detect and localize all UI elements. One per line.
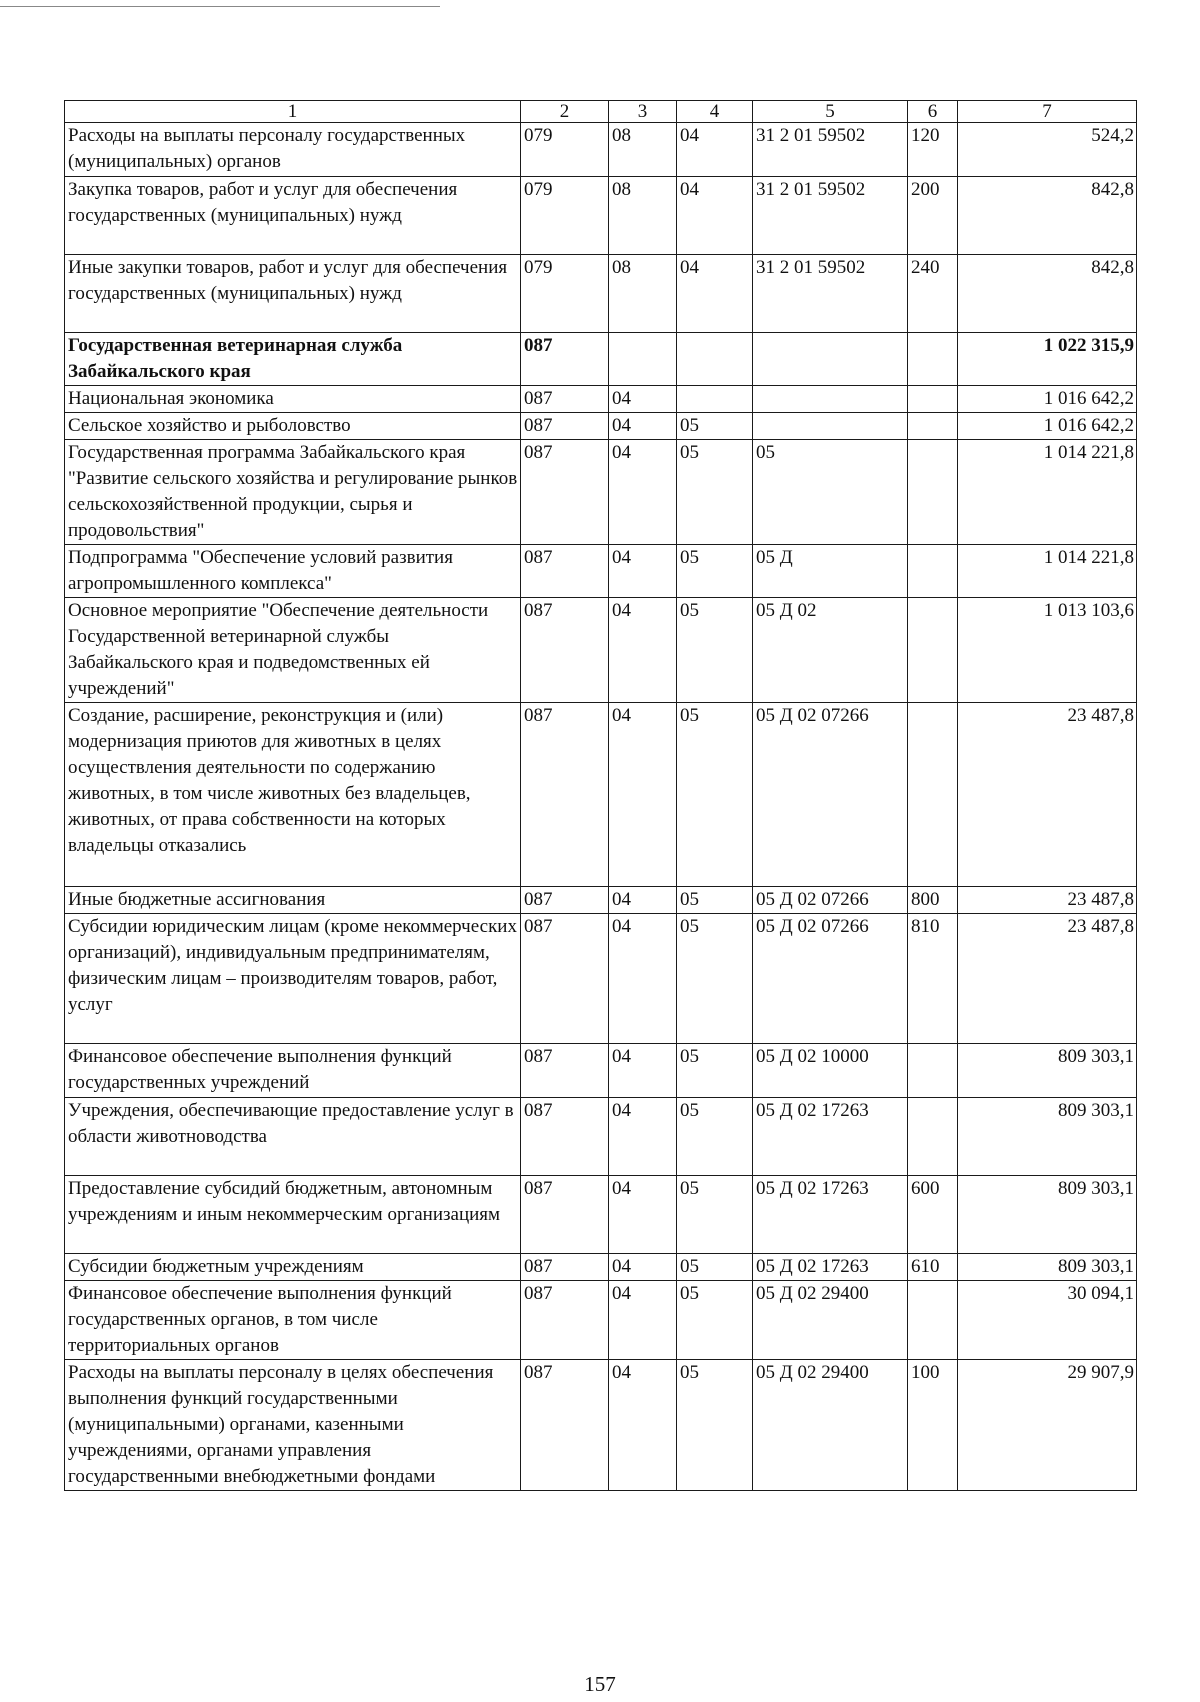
budget-table (64, 100, 1137, 1491)
table-header-row (65, 101, 1137, 123)
cell-name: Иные бюджетные ассигнования (65, 887, 521, 914)
cell-name: Основное мероприятие "Обеспечение деятельности Государственной ветеринарной службы Забайкальского края и подведомственных ей учреждений" (65, 598, 521, 703)
table-row (65, 255, 1137, 333)
cell-col-4 (677, 386, 753, 413)
cell-col-6: 610 (908, 1254, 958, 1281)
cell-col-4: 05 (677, 1281, 753, 1360)
cell-name: Создание, расширение, реконструкция и (или) модернизация приютов для животных в целях осуществления деятельности по содержанию животных, в том числе животных без владельцев, животных, от права собственности на которых владельцы отказались (65, 703, 521, 887)
table-row (65, 333, 1137, 386)
table-body (65, 123, 1137, 1491)
table-row (65, 413, 1137, 440)
page-number: 157 (584, 1672, 616, 1696)
table-row (65, 1176, 1137, 1254)
cell-col-3: 04 (609, 413, 677, 440)
cell-col-4: 05 (677, 1360, 753, 1491)
cell-col-4: 05 (677, 703, 753, 887)
header-col-2: 2 (521, 101, 609, 123)
table-row (65, 887, 1137, 914)
cell-col-6: 810 (908, 914, 958, 1044)
cell-col-3: 04 (609, 1044, 677, 1098)
cell-col-6: 120 (908, 123, 958, 177)
table-row (65, 1281, 1137, 1360)
cell-col-6 (908, 545, 958, 598)
cell-col-3: 04 (609, 440, 677, 545)
cell-col-5 (753, 386, 908, 413)
cell-col-2: 087 (521, 914, 609, 1044)
cell-col-5: 31 2 01 59502 (753, 177, 908, 255)
cell-col-4: 05 (677, 1098, 753, 1176)
cell-name: Государственная ветеринарная служба Забайкальского края (65, 333, 521, 386)
cell-col-6: 240 (908, 255, 958, 333)
cell-amount: 1 013 103,6 (958, 598, 1137, 703)
cell-name: Учреждения, обеспечивающие предоставление услуг в области животноводства (65, 1098, 521, 1176)
cell-col-2: 087 (521, 1176, 609, 1254)
cell-col-2: 087 (521, 598, 609, 703)
table-row (65, 598, 1137, 703)
header-col-1: 1 (65, 101, 521, 123)
cell-col-5: 05 Д 02 17263 (753, 1254, 908, 1281)
header-col-7: 7 (958, 101, 1137, 123)
cell-col-2: 079 (521, 255, 609, 333)
cell-name: Финансовое обеспечение выполнения функций государственных органов, в том числе территориальных органов (65, 1281, 521, 1360)
cell-amount: 30 094,1 (958, 1281, 1137, 1360)
cell-col-5: 05 Д 02 17263 (753, 1098, 908, 1176)
cell-col-3 (609, 333, 677, 386)
cell-col-2: 087 (521, 1360, 609, 1491)
cell-col-6 (908, 1281, 958, 1360)
cell-amount: 1 016 642,2 (958, 413, 1137, 440)
cell-col-5: 05 Д 02 17263 (753, 1176, 908, 1254)
cell-col-3: 04 (609, 703, 677, 887)
cell-col-3: 04 (609, 386, 677, 413)
cell-col-6 (908, 598, 958, 703)
cell-col-2: 087 (521, 887, 609, 914)
cell-col-6 (908, 703, 958, 887)
cell-col-3: 04 (609, 1098, 677, 1176)
cell-col-5: 05 Д 02 07266 (753, 887, 908, 914)
cell-col-5: 05 Д 02 07266 (753, 914, 908, 1044)
cell-col-2: 087 (521, 545, 609, 598)
cell-col-3: 04 (609, 1360, 677, 1491)
cell-col-3: 08 (609, 177, 677, 255)
cell-name: Национальная экономика (65, 386, 521, 413)
table-row (65, 914, 1137, 1044)
table-row (65, 440, 1137, 545)
cell-col-4: 05 (677, 1254, 753, 1281)
cell-col-3: 04 (609, 887, 677, 914)
cell-col-5: 05 Д 02 29400 (753, 1360, 908, 1491)
cell-col-2: 087 (521, 440, 609, 545)
cell-col-2: 087 (521, 1098, 609, 1176)
table-row (65, 703, 1137, 887)
cell-col-2: 087 (521, 1281, 609, 1360)
cell-col-4 (677, 333, 753, 386)
cell-name: Предоставление субсидий бюджетным, автономным учреждениям и иным некоммерческим организациям (65, 1176, 521, 1254)
cell-amount: 809 303,1 (958, 1098, 1137, 1176)
cell-amount: 524,2 (958, 123, 1137, 177)
cell-col-2: 087 (521, 703, 609, 887)
cell-name: Субсидии бюджетным учреждениям (65, 1254, 521, 1281)
cell-col-6: 200 (908, 177, 958, 255)
cell-col-5: 31 2 01 59502 (753, 123, 908, 177)
table-row (65, 177, 1137, 255)
cell-col-4: 05 (677, 440, 753, 545)
cell-col-3: 04 (609, 1254, 677, 1281)
cell-amount: 842,8 (958, 255, 1137, 333)
cell-col-4: 05 (677, 914, 753, 1044)
cell-col-2: 087 (521, 413, 609, 440)
cell-col-4: 04 (677, 123, 753, 177)
cell-name: Закупка товаров, работ и услуг для обеспечения государственных (муниципальных) нужд (65, 177, 521, 255)
cell-col-3: 08 (609, 123, 677, 177)
header-col-5: 5 (753, 101, 908, 123)
cell-col-2: 087 (521, 1044, 609, 1098)
cell-col-6: 800 (908, 887, 958, 914)
scan-edge-line (0, 6, 440, 7)
header-col-4: 4 (677, 101, 753, 123)
cell-col-6 (908, 1044, 958, 1098)
cell-col-6 (908, 386, 958, 413)
cell-col-4: 05 (677, 1176, 753, 1254)
cell-col-6: 100 (908, 1360, 958, 1491)
cell-col-4: 05 (677, 413, 753, 440)
header-col-6: 6 (908, 101, 958, 123)
cell-amount: 29 907,9 (958, 1360, 1137, 1491)
cell-col-2: 079 (521, 123, 609, 177)
cell-col-2: 079 (521, 177, 609, 255)
cell-col-4: 05 (677, 598, 753, 703)
cell-col-5 (753, 413, 908, 440)
cell-amount: 1 014 221,8 (958, 545, 1137, 598)
cell-col-2: 087 (521, 333, 609, 386)
cell-col-3: 04 (609, 914, 677, 1044)
table-row (65, 545, 1137, 598)
cell-amount: 842,8 (958, 177, 1137, 255)
cell-name: Подпрограмма "Обеспечение условий развития агропромышленного комплекса" (65, 545, 521, 598)
cell-name: Финансовое обеспечение выполнения функций государственных учреждений (65, 1044, 521, 1098)
cell-name: Расходы на выплаты персоналу государственных (муниципальных) органов (65, 123, 521, 177)
cell-amount: 23 487,8 (958, 703, 1137, 887)
cell-col-6 (908, 440, 958, 545)
cell-col-2: 087 (521, 386, 609, 413)
table-row (65, 123, 1137, 177)
cell-name: Субсидии юридическим лицам (кроме некоммерческих организаций), индивидуальным предпринимателям, физическим лицам – производителям товаров, работ, услуг (65, 914, 521, 1044)
cell-col-6 (908, 333, 958, 386)
cell-amount: 23 487,8 (958, 887, 1137, 914)
cell-amount: 1 016 642,2 (958, 386, 1137, 413)
cell-col-2: 087 (521, 1254, 609, 1281)
cell-col-5: 05 Д 02 (753, 598, 908, 703)
cell-col-5: 05 Д 02 29400 (753, 1281, 908, 1360)
cell-col-5: 31 2 01 59502 (753, 255, 908, 333)
cell-amount: 23 487,8 (958, 914, 1137, 1044)
header-col-3: 3 (609, 101, 677, 123)
cell-name: Расходы на выплаты персоналу в целях обеспечения выполнения функций государственными (муниципальными) органами, казенными учреждениями, органами управления государственными внебюджетными фондами (65, 1360, 521, 1491)
cell-amount: 809 303,1 (958, 1254, 1137, 1281)
cell-col-5: 05 Д 02 07266 (753, 703, 908, 887)
cell-col-3: 04 (609, 545, 677, 598)
table-row (65, 1254, 1137, 1281)
cell-col-4: 04 (677, 255, 753, 333)
cell-col-5: 05 Д 02 10000 (753, 1044, 908, 1098)
cell-col-4: 05 (677, 887, 753, 914)
cell-col-3: 04 (609, 598, 677, 703)
cell-name: Государственная программа Забайкальского края "Развитие сельского хозяйства и регулирование рынков сельскохозяйственной продукции, сырья и продовольствия" (65, 440, 521, 545)
cell-amount: 809 303,1 (958, 1176, 1137, 1254)
cell-name: Сельское хозяйство и рыболовство (65, 413, 521, 440)
table-row (65, 1044, 1137, 1098)
cell-col-4: 04 (677, 177, 753, 255)
cell-col-3: 08 (609, 255, 677, 333)
cell-col-5: 05 (753, 440, 908, 545)
cell-col-6: 600 (908, 1176, 958, 1254)
cell-amount: 809 303,1 (958, 1044, 1137, 1098)
cell-col-4: 05 (677, 545, 753, 598)
cell-col-3: 04 (609, 1176, 677, 1254)
table-row (65, 1360, 1137, 1491)
cell-col-3: 04 (609, 1281, 677, 1360)
cell-name: Иные закупки товаров, работ и услуг для обеспечения государственных (муниципальных) нужд (65, 255, 521, 333)
cell-amount: 1 022 315,9 (958, 333, 1137, 386)
table-row (65, 386, 1137, 413)
cell-col-6 (908, 413, 958, 440)
cell-col-5 (753, 333, 908, 386)
cell-amount: 1 014 221,8 (958, 440, 1137, 545)
cell-col-6 (908, 1098, 958, 1176)
cell-col-5: 05 Д (753, 545, 908, 598)
cell-col-4: 05 (677, 1044, 753, 1098)
table-row (65, 1098, 1137, 1176)
